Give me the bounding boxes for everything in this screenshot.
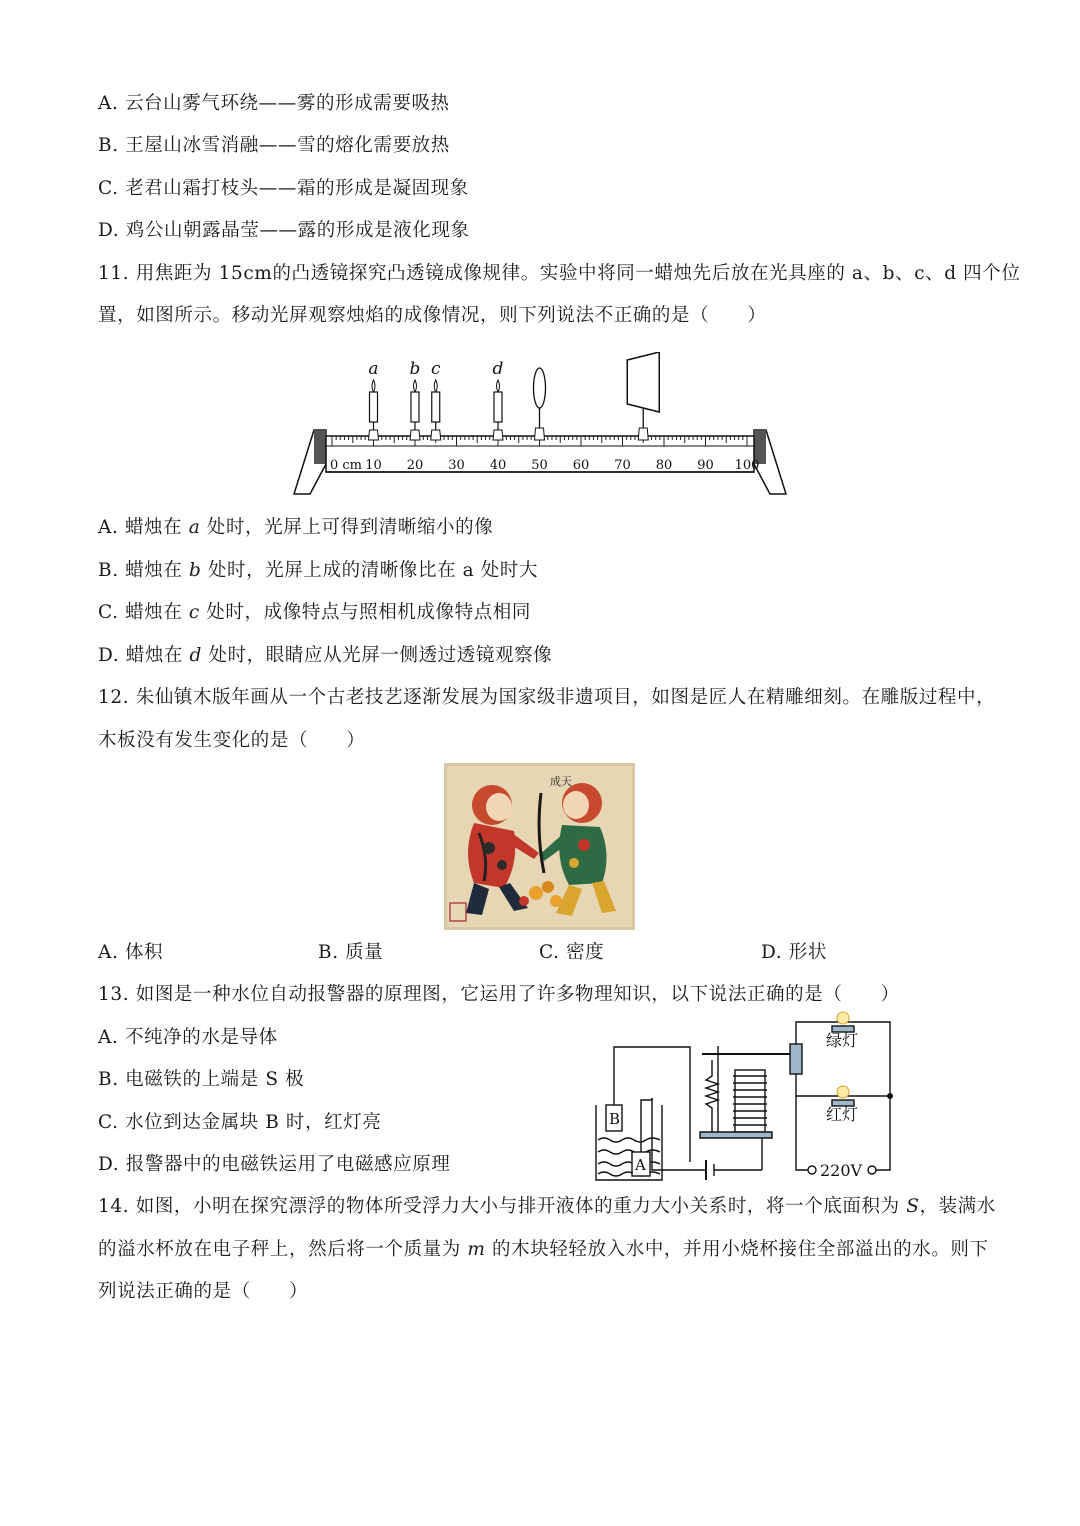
q12-stem-line1: 12. 朱仙镇木版年画从一个古老技艺逐渐发展为国家级非遗项目，如图是匠人在精雕细刻。在雕版过程中， <box>98 687 996 708</box>
candle-d <box>493 359 504 440</box>
block-a-label: A <box>635 1156 646 1174</box>
q12-option-d: D. 形状 <box>761 942 827 963</box>
scale-label: 70 <box>614 458 631 473</box>
woodblock-print-image <box>444 763 635 930</box>
optical-bench-figure <box>290 352 790 498</box>
scale-label: 100 <box>734 458 760 473</box>
candle-label: a <box>368 359 379 379</box>
q13-option-c: C. 水位到达金属块 B 时，红灯亮 <box>98 1112 382 1133</box>
q13-option-a: A. 不纯净的水是导体 <box>98 1027 278 1048</box>
candle-label: c <box>430 359 441 379</box>
candle-a <box>368 359 378 440</box>
q12-stem-line2: 木板没有发生变化的是（ ） <box>98 730 366 751</box>
candle-label: b <box>409 359 421 379</box>
scale-label: 80 <box>655 458 673 473</box>
q14-stem-line1: 14. 如图，小明在探究漂浮的物体所受浮力大小与排开液体的重力大小关系时，将一个底面积为 S，装满水 <box>98 1196 996 1217</box>
q10-option-c: C. 老君山霜打枝头——霜的形成是凝固现象 <box>98 178 469 199</box>
q13-option-d: D. 报警器中的电磁铁运用了电磁感应原理 <box>98 1154 451 1175</box>
scale-label: 20 <box>406 458 424 473</box>
scale-label: 10 <box>365 458 382 473</box>
light-screen <box>627 352 659 440</box>
q12-option-a: A. 体积 <box>98 942 164 963</box>
q13-stem: 13. 如图是一种水位自动报警器的原理图，它运用了许多物理知识，以下说法正确的是（ ） <box>98 984 900 1005</box>
candle-label: d <box>492 359 504 379</box>
q12-option-c: C. 密度 <box>539 942 605 963</box>
q10-option-d: D. 鸡公山朝露晶莹——露的形成是液化现象 <box>98 220 470 241</box>
candle-c <box>431 359 441 440</box>
q14-stem-line3: 列说法正确的是（ ） <box>98 1281 309 1302</box>
print-caption: 成天 <box>550 775 572 788</box>
q11-option-d: D. 蜡烛在 d 处时，眼睛应从光屏一侧透过透镜观察像 <box>98 645 553 666</box>
bench-left-stand <box>294 430 326 494</box>
q14-stem-line2: 的溢水杯放在电子秤上，然后将一个质量为 m 的木块轻轻放入水中，并用小烧杯接住全部溢出的水。则下 <box>98 1239 989 1260</box>
q11-option-a: A. 蜡烛在 a 处时，光屏上可得到清晰缩小的像 <box>98 517 494 538</box>
q12-option-b: B. 质量 <box>318 942 384 963</box>
candle-b <box>410 359 421 440</box>
scale-label: 40 <box>489 458 507 473</box>
q11-option-c: C. 蜡烛在 c 处时，成像特点与照相机成像特点相同 <box>98 602 531 623</box>
q11-stem-line2: 置，如图所示。移动光屏观察烛焰的成像情况，则下列说法不正确的是（ ） <box>98 305 767 326</box>
q10-option-a: A. 云台山雾气环绕——雾的形成需要吸热 <box>98 93 450 114</box>
water-level-alarm-circuit <box>590 1010 900 1190</box>
convex-lens <box>534 368 546 440</box>
green-lamp-label: 绿灯 <box>826 1031 859 1050</box>
q13-option-b: B. 电磁铁的上端是 S 极 <box>98 1069 305 1090</box>
scale-label: 90 <box>697 458 714 473</box>
scale-label: 0 cm <box>330 458 363 473</box>
q11-stem-line1: 11. 用焦距为 15cm的凸透镜探究凸透镜成像规律。实验中将同一蜡烛先后放在光具座的 a、b、c、d 四个位 <box>98 263 1021 284</box>
scale-label: 30 <box>448 458 465 473</box>
candles <box>368 359 503 440</box>
q10-option-b: B. 王屋山冰雪消融——雪的熔化需要放热 <box>98 135 450 156</box>
block-b-label: B <box>609 1110 621 1128</box>
scale-label: 60 <box>572 458 590 473</box>
red-lamp-label: 红灯 <box>826 1105 859 1124</box>
q11-option-b: B. 蜡烛在 b 处时，光屏上成的清晰像比在 a 处时大 <box>98 560 539 581</box>
scale-label: 50 <box>531 458 548 473</box>
voltage-label: 220V <box>820 1161 863 1180</box>
